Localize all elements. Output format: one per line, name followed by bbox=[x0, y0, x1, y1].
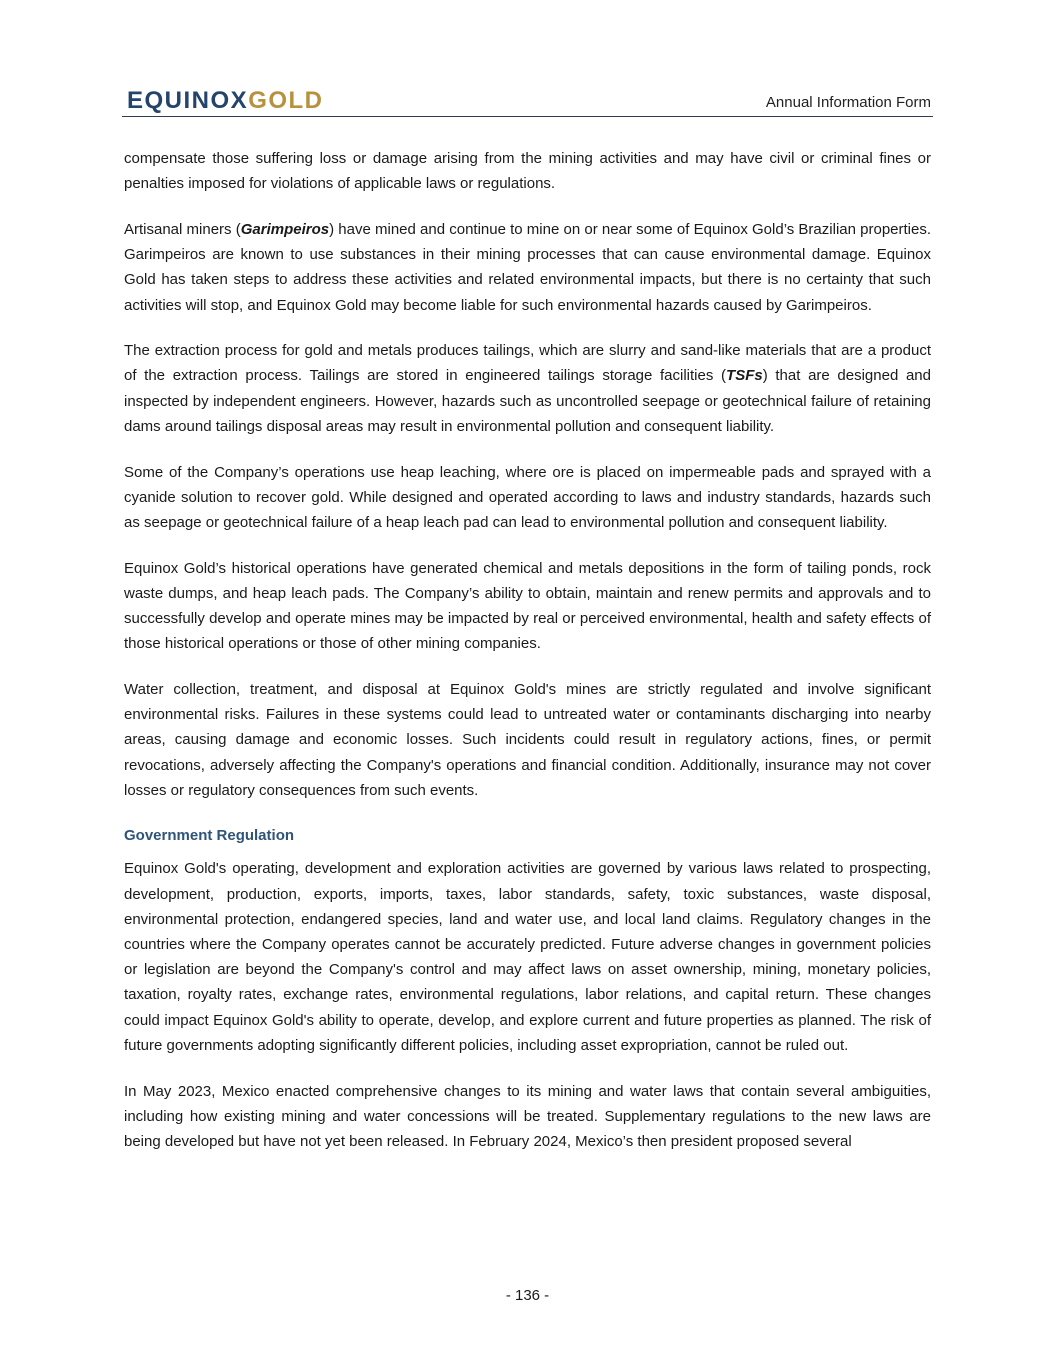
paragraph-historical-operations: Equinox Gold’s historical operations have generated chemical and metals depositions in the form of tailing ponds, rock waste dumps, and heap leach pads. The Company’s ability to obtain, maintain and renew permits and approvals and to successfully develop and operate mines may be impacted by real or perceived environmental, health and safety effects of those historical operations or those of other mining companies. bbox=[124, 559, 931, 653]
garimpeiros-term: Garimpeiros bbox=[240, 220, 330, 238]
logo-equinox-text: EQUINOX bbox=[127, 87, 249, 114]
paragraph-heap-leaching: Some of the Company’s operations use heap leaching, where ore is placed on impermeable pads and sprayed with a cyanide solution to recover gold. While designed and operated according to laws and industry standards, hazards such as seepage or geotechnical failure of a heap leach pad can lead to environmental pollution and consequent liability. bbox=[124, 463, 931, 531]
tailings-text-start: The extraction process for gold and metals produces tailings, which are slurry and sand-like materials that are a product of the extraction process. Tailings are stored in engineered tailings storage facilities ( bbox=[124, 342, 931, 385]
garimpeiros-text-start: Artisanal miners ( bbox=[124, 220, 241, 238]
paragraph-government-regulation: Equinox Gold's operating, development and exploration activities are governed by various laws related to prospecting, development, production, exports, imports, taxes, labor standards, safety, toxic substances, waste disposal, environmental protection, endangered species, land and water use, and local land claims. Regulatory changes in the countries where the Company operates cannot be accurately predicted. Future adverse changes in government policies or legislation are beyond the Company's control and may affect laws on asset ownership, mining, monetary policies, taxation, royalty rates, exchange rates, environmental regulations, labor relations, and capital return. These changes could impact Equinox Gold's ability to operate, develop, and explore current and future properties as planned. The risk of future governments adopting significantly different policies, including asset expropriation, cannot be ruled out. bbox=[124, 860, 931, 1054]
logo-gold-text: GOLD bbox=[248, 87, 324, 114]
tsfs-term: TSFs bbox=[726, 367, 763, 385]
paragraph-tailings bbox=[124, 338, 931, 439]
page-header bbox=[122, 86, 933, 117]
document-body bbox=[124, 146, 931, 1175]
tailings-text-end: ) that are designed and inspected by independent engineers. However, hazards such as uncontrolled seepage or geotechnical failure of retaining dams around tailings disposal areas may result in environmental pollution and consequent liability. bbox=[124, 367, 931, 435]
paragraph-mexico-laws: In May 2023, Mexico enacted comprehensive changes to its mining and water laws that contain several ambiguities, including how existing mining and water concessions will be treated. Supplementary regulations to the new laws are being developed but have not yet been released. In February 2024, Mexico’s then president proposed several bbox=[124, 1082, 931, 1150]
paragraph-water-management: Water collection, treatment, and disposal at Equinox Gold's mines are strictly regulated and involve significant environmental risks. Failures in these systems could lead to untreated water or contaminants discharging into nearby areas, causing damage and economic losses. Such incidents could result in regulatory actions, fines, or permit revocations, adversely affecting the Company's operations and financial condition. Additionally, insurance may not cover losses or regulatory consequences from such events. bbox=[124, 680, 931, 799]
paragraph-garimpeiros bbox=[124, 217, 931, 318]
page-number: - 136 - bbox=[505, 1287, 550, 1304]
paragraph-compensation: compensate those suffering loss or damage arising from the mining activities and may have civil or criminal fines or penalties imposed for violations of applicable laws or regulations. bbox=[124, 150, 931, 193]
equinox-gold-logo bbox=[127, 88, 324, 114]
document-title: Annual Information Form bbox=[765, 94, 931, 111]
section-heading-government-regulation: Government Regulation bbox=[124, 827, 295, 845]
garimpeiros-text-end: ) have mined and continue to mine on or near some of Equinox Gold’s Brazilian properties. Garimpeiros are known to use substances in their mining processes that can cause environmental damage. Equinox Gold has taken steps to address these activities and related environmental impacts, but there is no certainty that such activities will stop, and Equinox Gold may become liable for such environmental hazards caused by Garimpeiros. bbox=[124, 220, 932, 314]
